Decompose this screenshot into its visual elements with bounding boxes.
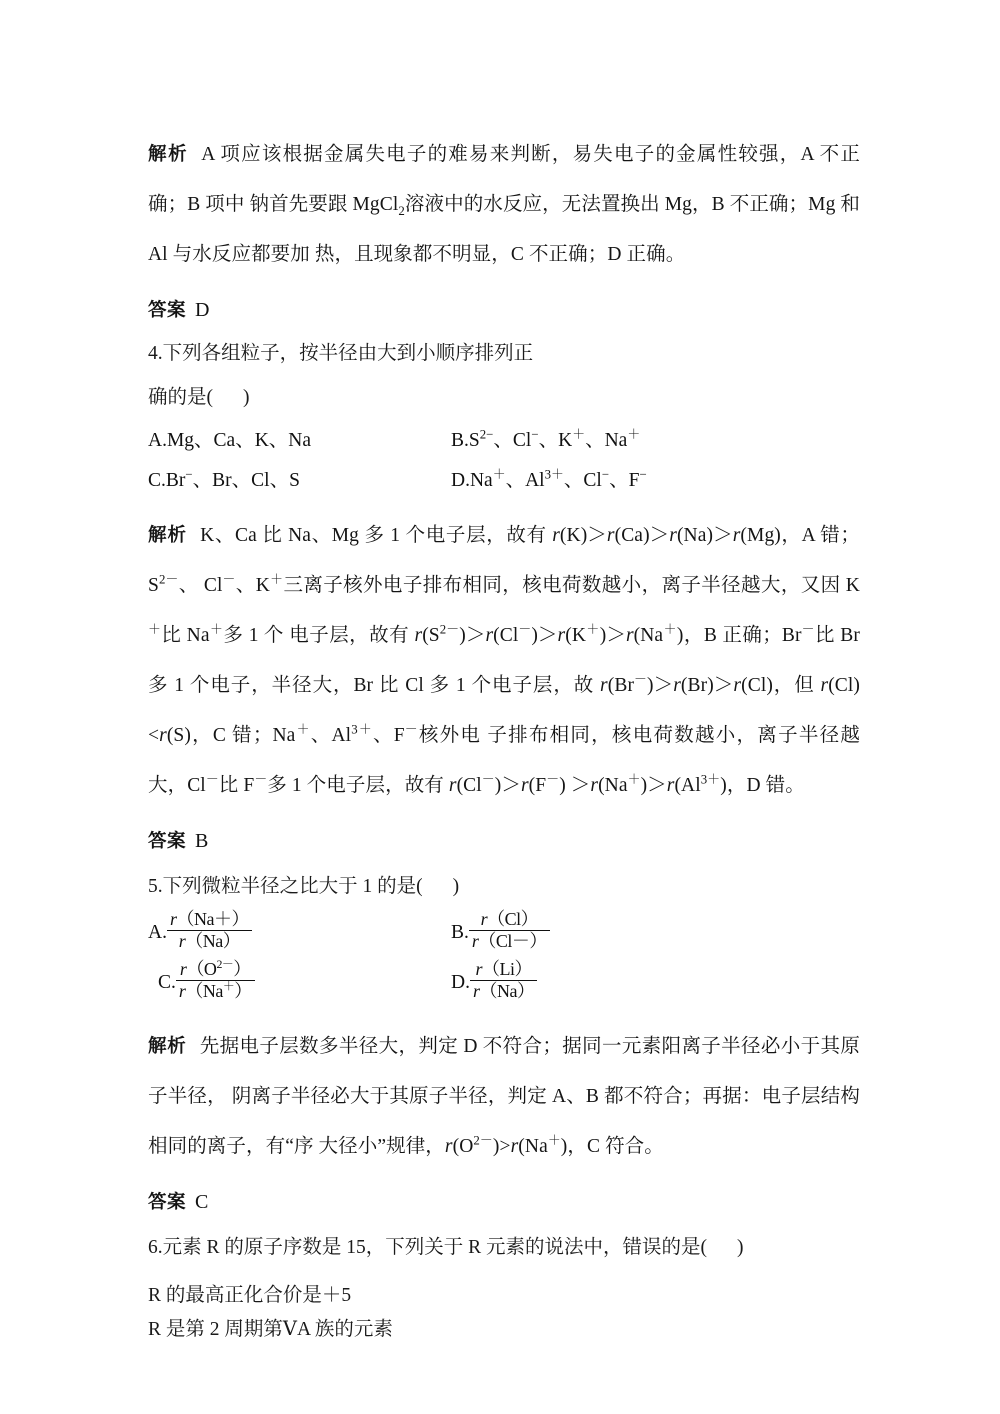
q4-stem-line-2: [148, 375, 860, 421]
charge-minus: −: [185, 467, 193, 482]
q3-analysis-line-2a: 钠首先要跟 MgCl: [249, 194, 399, 215]
fraction-d-denominator: r（Na）: [472, 980, 535, 1001]
fraction-d: [470, 960, 538, 1001]
q6-stem-close-paren: ): [737, 1237, 744, 1258]
q5-option-b-label: B.: [451, 921, 469, 943]
q5-answer-value: C: [195, 1191, 209, 1213]
fraction-a-denominator: r（Na）: [178, 930, 241, 951]
answer-label: 答案: [148, 300, 187, 321]
charge-plus: ＋: [627, 427, 641, 442]
charge-minus: −: [531, 427, 539, 442]
q4-option-row-1: [148, 421, 860, 461]
q3-answer-value: D: [195, 299, 210, 321]
q6-stem-text: 6.元素 R 的原子序数是 15，下列关于 R 元素的说法中，错误的是(: [148, 1237, 708, 1258]
q5-stem-text: 5.下列微粒半径之比大于 1 的是(: [148, 876, 423, 897]
q3-analysis-line-1: A 项应该根据金属失电子的难易来判断，易失电子的金属性较强，A 不正确；B 项中: [148, 144, 860, 215]
q5-stem-close-paren: ): [452, 876, 460, 897]
q4-option-a: A.Mg、Ca、K、Na: [148, 430, 312, 451]
q5-analysis-paragraph: 解析 先据电子层数多半径大，判定 D 不符合；据同一元素阳离子半径必小于其原子半径， 阴离子半径必大于其原子半径，判定 A、B 都不符合；再据：电子层结构相同的离子，有“序 大径小”规律，$r(O^{2-})>r(Na^+)$，C 符合。: [148, 1036, 860, 1157]
fraction-a: [167, 910, 252, 951]
q3-analysis-line-3: 热，且现象都不明显，C 不正确；D 正确。: [314, 244, 686, 265]
q5-analysis-line-1: 先据电子层数多半径大，判定 D 不符合；据同一元素阳离子半径必小于其原子半径，: [148, 1036, 860, 1107]
q3-answer-line: [148, 286, 860, 333]
fraction-b-denominator: r（Cl－）: [471, 930, 547, 951]
answer-label: 答案: [148, 1192, 187, 1213]
q4-answer-value: B: [195, 830, 209, 852]
analysis-label: 解析: [148, 1036, 187, 1057]
fraction-d-numerator: r（Li）: [470, 960, 538, 981]
q5-option-row-2: [148, 957, 860, 1012]
analysis-label: 解析: [148, 525, 188, 546]
q4-option-b: $B.S^{2-}$、Cl−、K＋、Na＋: [451, 427, 641, 451]
q3-analysis-paragraph: [148, 130, 860, 280]
q6-option-b: R 是第 2 周期第ⅤA 族的元素: [148, 1319, 393, 1340]
fraction-b: [469, 910, 550, 951]
q5-option-c-label: C.: [158, 971, 176, 993]
q3-analysis-line-2b: 溶液中的水反应，无法置换出 Mg，B 不正确；Mg 和 Al 与水反应都要加: [148, 194, 860, 265]
fraction-c-numerator: $r(O^{2-})$: [176, 960, 255, 981]
charge-minus: −: [639, 467, 647, 482]
q5-option-d-label: D.: [451, 971, 470, 993]
q4-stem-line-2a: 确的是(: [148, 387, 213, 408]
q5-option-row-1: [148, 910, 860, 960]
q4-stem-line-1: 4.下列各组粒子，按半径由大到小顺序排列正: [148, 343, 534, 364]
answer-label: 答案: [148, 831, 187, 852]
fraction-b-numerator: r（Cl）: [469, 910, 550, 931]
q4-option-c: C.Br−、Br、Cl、S: [148, 467, 300, 491]
q4-answer-line: [148, 817, 860, 864]
q6-stem-line: [148, 1225, 860, 1271]
q5-option-b: [451, 910, 550, 951]
fraction-c: [176, 957, 255, 1001]
q5-option-c: [158, 957, 255, 1001]
q4-option-d: D.Na＋、$Al^{3+}$、Cl−、F−: [451, 467, 647, 491]
analysis-label: 解析: [148, 144, 189, 165]
q5-answer-line: [148, 1178, 860, 1225]
charge-minus: −: [601, 467, 610, 482]
charge-2minus: 2−: [479, 427, 494, 442]
charge-3plus: 3＋: [544, 467, 564, 482]
fraction-a-numerator: r（Na＋）: [167, 910, 252, 931]
q4-stem-line-2b: ): [243, 387, 250, 408]
charge-plus: ＋: [492, 467, 506, 482]
q5-analysis-line-2: 阴离子半径必大于其原子半径，判定 A、B 都不符合；再据：电子层结构相同的离子，有“序: [148, 1086, 860, 1157]
q5-option-a: [148, 910, 252, 951]
mgcl2-subscript: 2: [398, 203, 405, 218]
q5-option-a-label: A.: [148, 921, 167, 943]
page-content: [148, 130, 860, 1347]
fraction-c-denominator: r（Na＋）: [178, 978, 252, 1001]
q4-analysis-paragraph: 解析 K、Ca 比 Na、Mg 多 1 个电子层，故有 r(K)＞r(Ca)＞r(Na)＞r(Mg)，A 错；$S^{2-}$、 Cl－、K＋三离子核外电子排布相同，核电荷数越小，离子半径越大，又因 K＋比 Na＋多 1 个 电子层，故有 $r(S^{2-})>r(Cl^-)>r(K^+)>r(Na^+)$，B 正确；Br－比 Br 多 1 个电子，半径大，Br 比 Cl 多 1 个电子层，故 r(Br－)＞r(Br)＞r(Cl)，但 r(Cl)<r(S)，C 错；Na＋、$Al^{3+}$、F－核外电 子排布相同，核电荷数越小，离子半径越大，Cl－比 F－多 1 个电子层，故有 $r(Cl^-)>r(F^-) >r(Na^+)>r(Al^{3+})$，D 错。: [148, 525, 860, 796]
q4-option-row-2: [148, 461, 860, 501]
q5-option-d: [451, 960, 537, 1001]
charge-plus: ＋: [572, 427, 586, 442]
q6-option-a: R 的最高正化合价是＋5: [148, 1285, 352, 1306]
q5-stem-line: [148, 864, 860, 910]
